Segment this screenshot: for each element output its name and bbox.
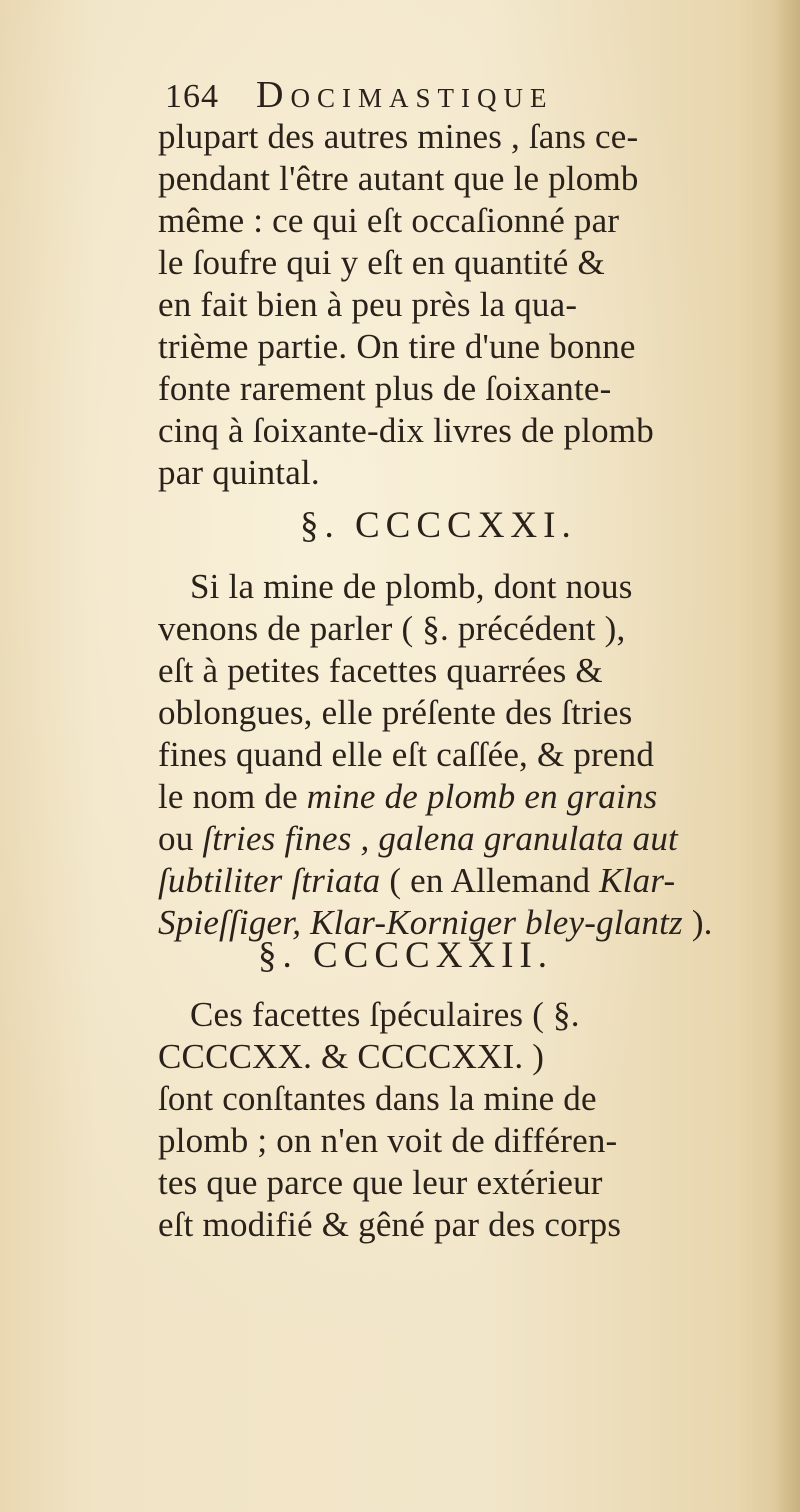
text-line: cinq à ſoixante-dix livres de plomb: [158, 411, 654, 450]
text-line: CCCCXX. & CCCCXXI. ): [158, 1037, 545, 1076]
text-line: [158, 860, 748, 902]
italic-term: ſtries fines , galena granulata aut: [202, 819, 678, 858]
text-line: trième partie. On tire d'une bonne: [158, 327, 636, 366]
section-heading: §. CCCCXXII.: [258, 935, 554, 976]
text-line: le ſoufre qui y eſt en quantité &: [158, 243, 605, 282]
italic-term: ſubtiliter ſtriata: [158, 861, 381, 900]
text-run: le nom de: [158, 777, 307, 816]
running-title: Docimastique: [256, 74, 554, 116]
text-line: tes que parce que leur extérieur: [158, 1163, 603, 1202]
italic-term: mine de plomb en grains: [306, 777, 658, 816]
text-line: même : ce qui eſt occaſionné par: [158, 201, 620, 240]
text-run: ou: [158, 819, 203, 858]
text-line: pendant l'être autant que le plomb: [158, 159, 639, 198]
text-line: par quintal.: [158, 453, 320, 492]
text-line: fines quand elle eſt caſſée, & prend: [158, 735, 655, 774]
text-line: oblongues, elle préſente des ſtries: [158, 693, 633, 732]
section-heading: §. CCCCXXI.: [300, 505, 577, 546]
text-line: plomb ; on n'en voit de différen-: [158, 1121, 618, 1160]
text-run: ( en Allemand: [380, 861, 600, 900]
text-line: Si la mine de plomb, dont nous: [190, 567, 633, 606]
page-edge-shadow: [774, 0, 800, 1512]
text-run: ).: [682, 903, 713, 942]
text-line: eſt à petites facettes quarrées &: [158, 651, 603, 690]
italic-term: Spieſſiger, Klar-Korniger bley-glantz: [158, 903, 683, 942]
text-line: ſont conſtantes dans la mine de: [158, 1079, 597, 1118]
text-line: en fait bien à peu près la qua-: [158, 285, 578, 324]
text-line: fonte rarement plus de ſoixante-: [158, 369, 612, 408]
text-line: [158, 776, 748, 818]
text-line: [158, 818, 748, 860]
page-header: [165, 72, 665, 118]
page-number: 164: [165, 78, 219, 115]
text-line: eſt modifié & gêné par des corps: [158, 1205, 622, 1244]
text-line: venons de parler ( §. précédent ),: [158, 609, 626, 648]
text-line: Ces facettes ſpéculaires ( §.: [190, 995, 580, 1034]
text-line: plupart des autres mines , ſans ce-: [158, 117, 639, 156]
italic-term: Klar-: [599, 861, 676, 900]
